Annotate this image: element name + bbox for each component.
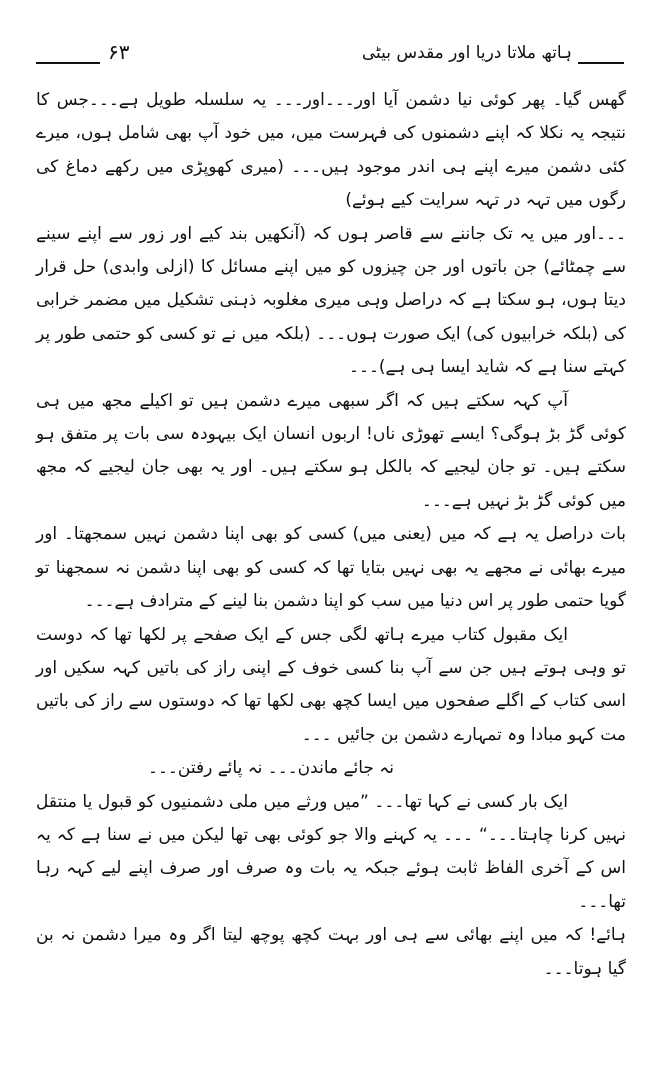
paragraph-4: بات دراصل یہ ہے کہ میں (یعنی میں) کسی کو بھی اپنا دشمن نہیں سمجھتا۔ اور میرے بھائی نے مجھے یہ بھی نہیں بتایا تھا کہ کسی کو بھی اپنا دشمن نہ سمجھنا تو گویا حتمی طور پر اس دنیا میں سب کو اپنا دشمن بنا لینے کے مترادف ہے۔۔۔ <box>36 524 626 612</box>
paragraph-2: ۔۔۔اور میں یہ تک جاننے سے قاصر ہوں کہ (آنکھیں بند کیے اور زور سے اپنے سینے سے چمٹائے) جن باتوں اور جن چیزوں کو میں اپنے مسائل کا (ازلی وابدی) حل قرار دیتا ہوں، ہو سکتا ہے کہ دراصل وہی میری مغلوبہ ذہنی تشکیل میں مضمر خرابی کی (بلکہ خرابیوں کی) ایک صورت ہوں۔۔۔ (بلکہ میں نے تو کسی کو حتمی طور پر کہتے سنا ہے کہ شاید ایسا ہی ہے)۔۔۔ <box>36 223 626 378</box>
paragraph-1: گھس گیا۔ پھر کوئی نیا دشمن آیا اور۔۔۔اور۔۔۔ یہ سلسلہ طویل ہے۔۔۔جس کا نتیجہ یہ نکلا کہ اپنے دشمنوں کی فہرست میں، میں خود آپ بھی شامل ہوں، میرے کئی دشمن میرے اپنے ہی اندر موجود ہیں۔۔۔ (میری کھوپڑی میں رکھے دماغ کی رگوں میں تہہ در تہہ سرایت کیے ہوئے) <box>36 90 626 211</box>
paragraph-3: آپ کہہ سکتے ہیں کہ اگر سبھی میرے دشمن ہیں تو اکیلے مجھ میں ہی کوئی گڑ بڑ ہوگی؟ ایسے تھوڑی ناں! اربوں انسان ایک بیہودہ سی بات پر متفق ہو سکتے ہیں۔ تو جان لیجیے کہ بالکل ہو سکتے ہیں۔ اور یہ بھی جان لیجیے کہ مجھ میں کوئی گڑ بڑ نہیں ہے۔۔۔ <box>36 390 626 511</box>
paragraph-6: ایک بار کسی نے کہا تھا۔۔۔ ”میں ورثے میں ملی دشمنیوں کو قبول یا منتقل نہیں کرنا چاہتا۔۔۔“ ۔۔۔ یہ کہنے والا جو کوئی بھی تھا لیکن میں نے سنا ہے کہ یہ اس کے آخری الفاظ ثابت ہوئے جبکہ یہ بات وہ صرف اور صرف اپنے لیے کہہ رہا تھا۔۔۔ <box>36 791 626 912</box>
running-title: ہاتھ ملاتا دریا اور مقدس بیٹی <box>361 43 572 63</box>
verse-line: نہ جائے ماندن۔۔۔ نہ پائے رفتن۔۔۔ <box>148 758 394 779</box>
header-rule-right <box>578 62 624 64</box>
header-rule-left <box>36 62 100 64</box>
running-header <box>36 38 624 68</box>
paragraph-7: ہائے! کہ میں اپنے بھائی سے ہی اور بہت کچھ پوچھ لیتا اگر وہ میرا دشمن نہ بن گیا ہوتا۔۔۔ <box>36 925 626 979</box>
body-text <box>36 84 626 986</box>
page-number: ۶۳ <box>108 40 130 64</box>
paragraph-5: ایک مقبول کتاب میرے ہاتھ لگی جس کے ایک صفحے پر لکھا تھا کہ دوست تو وہی ہوتے ہیں جن سے آپ بنا کسی خوف کے اپنی راز کی باتیں کہہ سکیں اور اسی کتاب کے اگلے صفحوں میں ایسا کچھ بھی لکھا تھا کہ دوستوں سے راز کی باتیں مت کہو مبادا وہ تمہارے دشمن بن جائیں ۔۔۔ <box>36 624 626 745</box>
